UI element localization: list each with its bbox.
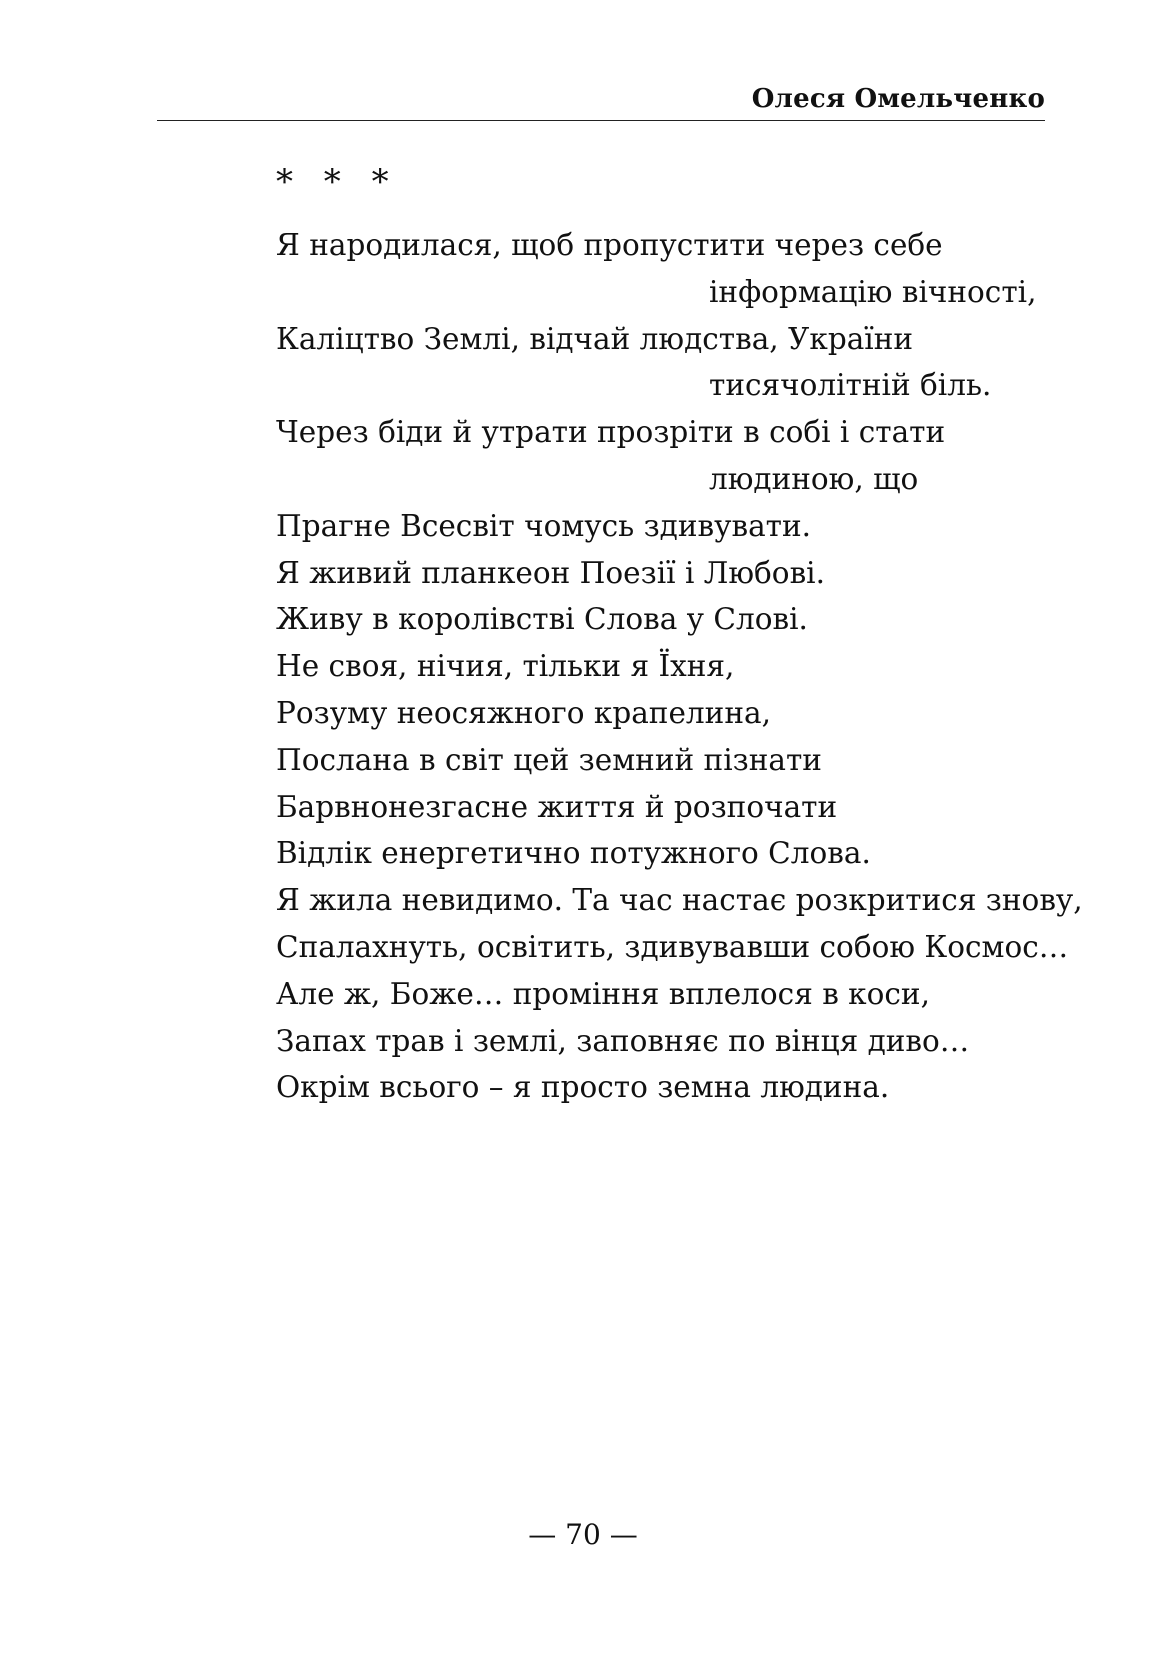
poem-line: Спалахнуть, освітить, здивувавши собою Космос… xyxy=(276,929,1069,964)
poem-line: Запах трав і землі, заповняє по вінця диво… xyxy=(276,1023,970,1058)
poem-lines xyxy=(276,222,1083,1111)
poem-line: Послана в світ цей земний пізнати xyxy=(276,742,822,777)
poem-line: Прагне Всесвіт чомусь здивувати. xyxy=(276,508,812,543)
poem-line: людиною, що xyxy=(709,461,919,496)
poem-line: Я жила невидимо. Та час настає розкритися знову, xyxy=(276,883,1083,918)
poem-line: Розуму неосяжного крапелина, xyxy=(276,695,771,730)
poem-line: Барвнонезгасне життя й розпочати xyxy=(276,789,838,824)
page-number: — 70 — xyxy=(528,1518,638,1551)
poem xyxy=(276,160,1083,1111)
poem-line: Окрім всього – я просто земна людина. xyxy=(276,1070,890,1105)
poem-line: інформацію вічності, xyxy=(709,274,1037,309)
poem-line: Я живий планкеон Поезії і Любові. xyxy=(276,555,825,590)
poem-line: Каліцтво Землі, відчай людства, України xyxy=(276,321,914,356)
poem-separator: * * * xyxy=(276,162,399,202)
poem-line: Не своя, нічия, тільки я Їхня, xyxy=(276,649,735,684)
running-header xyxy=(157,80,1045,121)
poem-line: Через біди й утрати прозріти в собі і стати xyxy=(276,415,946,450)
poem-line: Відлік енергетично потужного Слова. xyxy=(276,836,871,871)
poem-line: Живу в королівстві Слова у Слові. xyxy=(276,602,808,637)
poem-line: тисячолітній біль. xyxy=(709,368,992,403)
poem-line: Але ж, Боже… проміння вплелося в коси, xyxy=(276,976,930,1011)
author-name: Олеся Омельченко xyxy=(751,84,1045,114)
poem-line: Я народилася, щоб пропустити через себе xyxy=(276,228,943,262)
